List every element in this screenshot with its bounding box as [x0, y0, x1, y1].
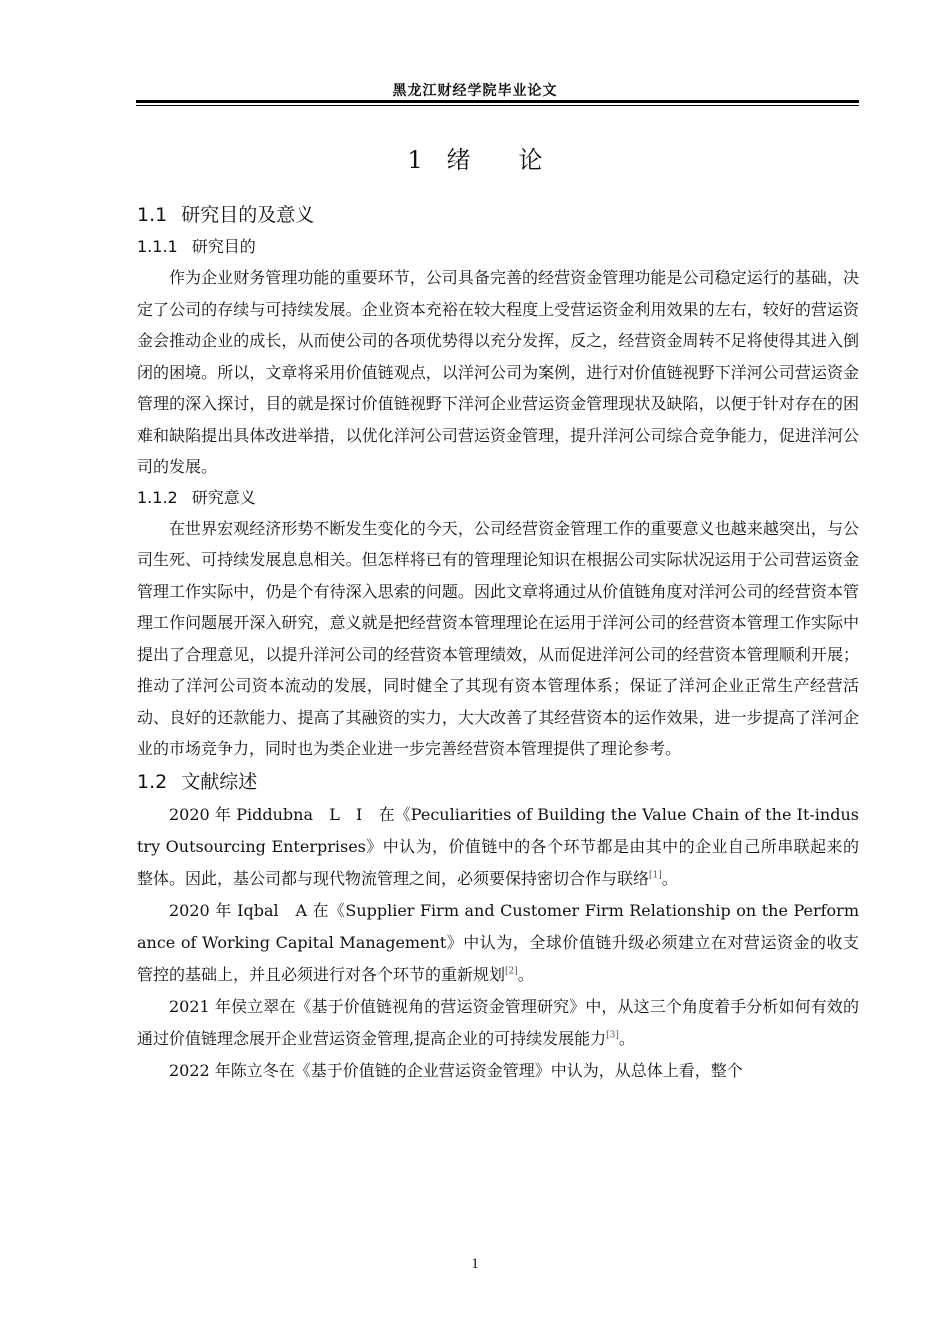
- subsection-number: 1.1.1: [137, 237, 178, 256]
- citation-ref: [3]: [606, 1030, 619, 1041]
- literature-tail: 。: [517, 964, 534, 984]
- section-heading-1-2: [137, 765, 859, 799]
- page-content: [137, 198, 859, 1087]
- header-rule-thick: [136, 100, 859, 103]
- literature-paragraph: [137, 991, 859, 1055]
- citation-ref: [1]: [649, 870, 662, 881]
- page-number: 1: [471, 1256, 479, 1272]
- subsection-number: 1.1.2: [137, 487, 178, 507]
- subsection-title: 研究意义: [191, 487, 256, 507]
- section-title: 文献综述: [181, 770, 258, 793]
- literature-paragraph: [137, 1055, 859, 1087]
- literature-tail: 。: [661, 868, 678, 888]
- paragraph-research-purpose: 作为企业财务管理功能的重要环节，公司具备完善的经营资金管理功能是公司稳定运行的基础，决定了公司的存续与可持续发展。企业资本充裕在较大程度上受营运资金利用效果的左右，较好的营运资金会推动企业的成长，从而使公司的各项优势得以充分发挥，反之，经营资金周转不足将使得其进入倒闭的困境。所以，文章将采用价值链观点，以洋河公司为案例，进行对价值链视野下洋河公司营运资金管理的深入探讨，目的就是探讨价值链视野下洋河企业营运资金管理现状及缺陷，以便于针对存在的困难和缺陷提出具体改进举措，以优化洋河公司营运资金管理，提升洋河公司综合竞争能力，促进洋河公司的发展。: [137, 268, 859, 476]
- section-heading-1-1: [137, 198, 859, 232]
- paragraph-research-significance: 在世界宏观经济形势不断发生变化的今天，公司经营资金管理工作的重要意义也越来越突出，与公司生死、可持续发展息息相关。但怎样将已有的管理理论知识在根据公司实际状况运用于公司营运资金管理工作实际中，仍是个有待深入思索的问题。因此文章将通过从价值链角度对洋河公司的经营资本管理工作问题展开深入研究，意义就是把经营资本管理理论在运用于洋河公司的经营资本管理工作实际中提出了合理意见，以提升洋河公司的经营资本管理绩效，从而促进洋河公司的经营资本管理顺利开展；推动了洋河公司资本流动的发展，同时健全了其现有资本管理体系；保证了洋河企业正常生产经营活动、良好的还款能力、提高了其融资的实力，大大改善了其经营资本的运作效果，进一步提高了洋河企业的市场竞争力，同时也为类企业进一步完善经营资本管理提供了理论参考。: [137, 518, 859, 758]
- literature-text: 2021 年侯立翠在《基于价值链视角的营运资金管理研究》中，从这三个角度着手分析如何有效的通过价值链理念展开企业营运资金管理,提高企业的可持续发展能力: [137, 996, 859, 1048]
- running-header: 黑龙江财经学院毕业论文: [392, 83, 558, 99]
- section-title: 研究目的及意义: [181, 204, 315, 226]
- literature-text: 2020 年 Iqbal A 在《Supplier Firm and Customer Firm Relationship on the Performance of Working Capital Management》中认为，全球价值链升级必须建立在对营运资金的收支管控的基础上，并且必须进行对各个环节的重新规划: [137, 900, 859, 984]
- chapter-title: 1 绪 论: [407, 146, 543, 174]
- subsection-heading-1-1-1: [137, 232, 859, 262]
- literature-paragraph: [137, 799, 859, 895]
- section-number: 1.1: [137, 204, 168, 226]
- header-rule-thin: [136, 105, 859, 106]
- literature-text: 2022 年陈立冬在《基于价值链的企业营运资金管理》中认为，从总体上看，整个: [169, 1060, 743, 1080]
- section-number: 1.2: [137, 770, 168, 793]
- literature-tail: 。: [618, 1028, 635, 1048]
- citation-ref: [2]: [505, 966, 518, 977]
- literature-paragraph: [137, 895, 859, 991]
- subsection-title: 研究目的: [191, 237, 256, 256]
- subsection-heading-1-1-2: [137, 483, 859, 513]
- literature-text: 2020 年 Piddubna L I 在《Peculiarities of Building the Value Chain of the It-industry Outsourcing Enterprises》中认为，价值链中的各个环节都是由其中的企业自己所串联起来的整体。因此，基公司都与现代物流管理之间，必须要保持密切合作与联络: [137, 804, 859, 888]
